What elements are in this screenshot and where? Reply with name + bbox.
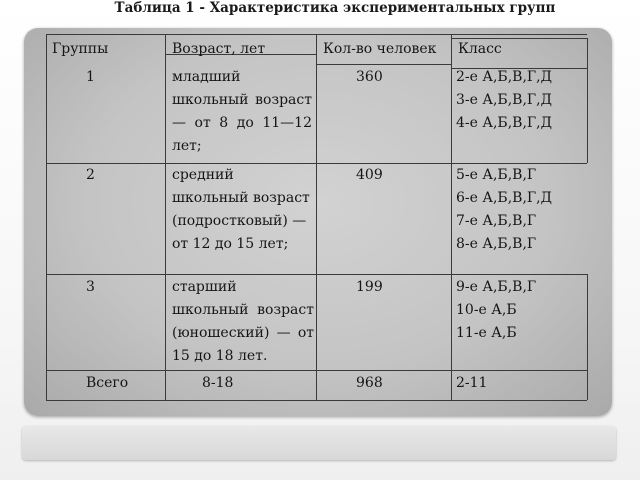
total-classes: 2-11 — [456, 375, 488, 391]
table-caption: Таблица 1 - Характеристика экспериментальных групп — [114, 0, 556, 16]
class-item: 5-е А,Б,В,Г — [456, 167, 537, 183]
row2-age: средний школьный возраст (подростковый) — от 12 до 15 лет; — [172, 167, 310, 252]
class-item: 3-е А,Б,В,Г,Д — [456, 92, 553, 108]
table-bottom-border — [46, 400, 587, 401]
class-item: 2-е А,Б,В,Г,Д — [456, 69, 553, 85]
row3-age: старший школьный возраст (юношеский) — от 15 до 18 лет. — [172, 279, 314, 364]
total-label: Всего — [86, 375, 129, 391]
col-line-1 — [165, 34, 166, 400]
slide-bottom-bar — [22, 426, 616, 460]
header-class: Класс — [458, 41, 502, 57]
col-line-right-2 — [587, 274, 588, 400]
row1-group: 1 — [86, 69, 95, 85]
class-item: 7-е А,Б,В,Г — [456, 213, 537, 229]
class-item: 8-е А,Б,В,Г — [456, 236, 537, 252]
row-line-2 — [46, 274, 587, 275]
row3-count: 199 — [356, 279, 383, 295]
table-left-border — [46, 34, 47, 400]
class-item: 10-е А,Б — [456, 302, 517, 318]
row1-count: 360 — [356, 69, 383, 85]
row2-count: 409 — [356, 167, 383, 183]
total-count: 968 — [356, 375, 383, 391]
row1-age: младший школьный возраст — от 8 до 11—12 лет; — [172, 69, 312, 154]
col-line-2 — [316, 34, 317, 400]
groups-table — [46, 34, 587, 400]
class-item: 6-е А,Б,В,Г,Д — [456, 190, 553, 206]
class-item: 9-е А,Б,В,Г — [456, 279, 537, 295]
header-age: Возраст, лет — [172, 41, 266, 57]
header-line-count — [316, 64, 451, 65]
class-item: 11-е А,Б — [456, 325, 517, 341]
row3-classes — [456, 276, 586, 345]
total-age: 8-18 — [202, 375, 234, 391]
class-item: 4-е А,Б,В,Г,Д — [456, 115, 553, 131]
row2-group: 2 — [86, 167, 95, 183]
col-line-3 — [451, 34, 452, 400]
row3-group: 3 — [86, 279, 95, 295]
header-count: Кол-во человек — [323, 41, 437, 57]
col-line-right-1 — [587, 38, 588, 163]
row-line-3 — [46, 370, 587, 371]
header-groups: Группы — [52, 41, 109, 57]
row2-classes — [456, 164, 586, 256]
row1-classes — [456, 66, 586, 135]
